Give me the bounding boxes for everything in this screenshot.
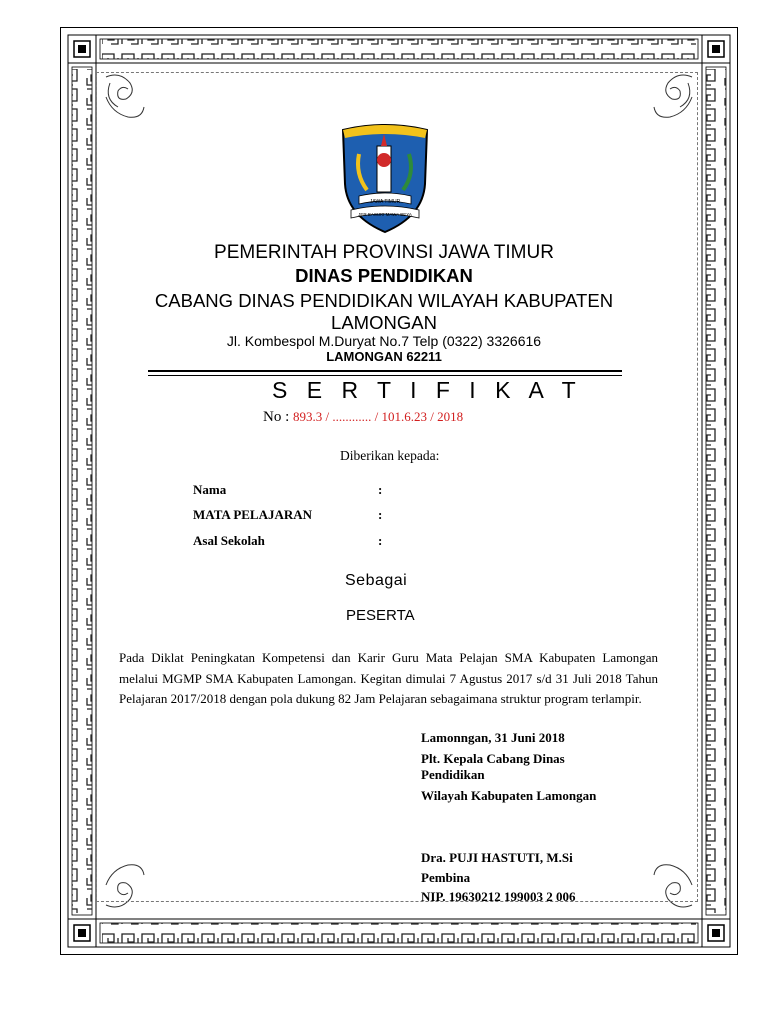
letterhead-divider-thick xyxy=(148,370,622,372)
signature-date: Lamonngan, 31 Juni 2018 xyxy=(421,730,565,745)
office-heading: DINAS PENDIDIKAN xyxy=(295,265,473,286)
svg-text:JAWA TIMUR: JAWA TIMUR xyxy=(369,199,401,205)
signature-position-line2: Pendidikan xyxy=(421,767,485,782)
certificate-number xyxy=(263,409,463,426)
certificate-body-text: Pada Diklat Peningkatan Kompetensi dan Karir Guru Mata Pelajan SMA Kabupaten Lamongan melalui MGMP SMA Kabupaten Lamongan. Kegitan dimulai 7 Agustus 2017 s/d 31 Juli 2018 Tahun Pelajaran 2017/2018 dengan pola dukung 82 Jam Pelajaran sebagaimana struktur program terlampir. xyxy=(119,650,658,706)
role-as-label: Sebagai xyxy=(345,572,408,589)
svg-text:JER BASUKI MAWA BEYA: JER BASUKI MAWA BEYA xyxy=(358,212,412,217)
certificate-title: S E R T I F I K A T xyxy=(272,377,583,403)
certificate-number-label: No : xyxy=(263,409,290,425)
signatory-nip: NIP. 19630212 199003 2 006 xyxy=(421,889,576,904)
given-to-label: Diberikan kepada: xyxy=(340,448,440,463)
certificate-number-value: 893.3 / ............ / 101.6.23 / 2018 xyxy=(293,409,464,424)
field-subject-label: MATA PELAJARAN xyxy=(193,507,313,522)
office-address: Jl. Kombespol M.Duryat No.7 Telp (0322) 3326616 xyxy=(226,333,542,349)
field-subject-colon: : xyxy=(378,507,383,522)
field-school-label: Asal Sekolah xyxy=(193,533,265,548)
government-heading: PEMERINTAH PROVINSI JAWA TIMUR xyxy=(214,242,554,263)
signature-position-line3: Wilayah Kabupaten Lamongan xyxy=(421,788,597,803)
signatory-name: Dra. PUJI HASTUTI, M.Si xyxy=(421,850,573,865)
signature-position-line1: Plt. Kepala Cabang Dinas xyxy=(421,751,565,766)
signatory-rank: Pembina xyxy=(421,870,471,885)
branch-heading-line2: LAMONGAN xyxy=(331,312,437,333)
field-school-colon: : xyxy=(378,533,383,548)
role-participant: PESERTA xyxy=(346,607,415,624)
field-name-colon: : xyxy=(378,482,383,497)
field-name-label: Nama xyxy=(193,482,227,497)
office-city: LAMONGAN 62211 xyxy=(326,349,442,364)
branch-heading-line1: CABANG DINAS PENDIDIKAN WILAYAH KABUPATEN xyxy=(154,290,614,311)
letterhead-divider-thin xyxy=(148,375,622,376)
province-emblem-logo xyxy=(337,124,433,236)
